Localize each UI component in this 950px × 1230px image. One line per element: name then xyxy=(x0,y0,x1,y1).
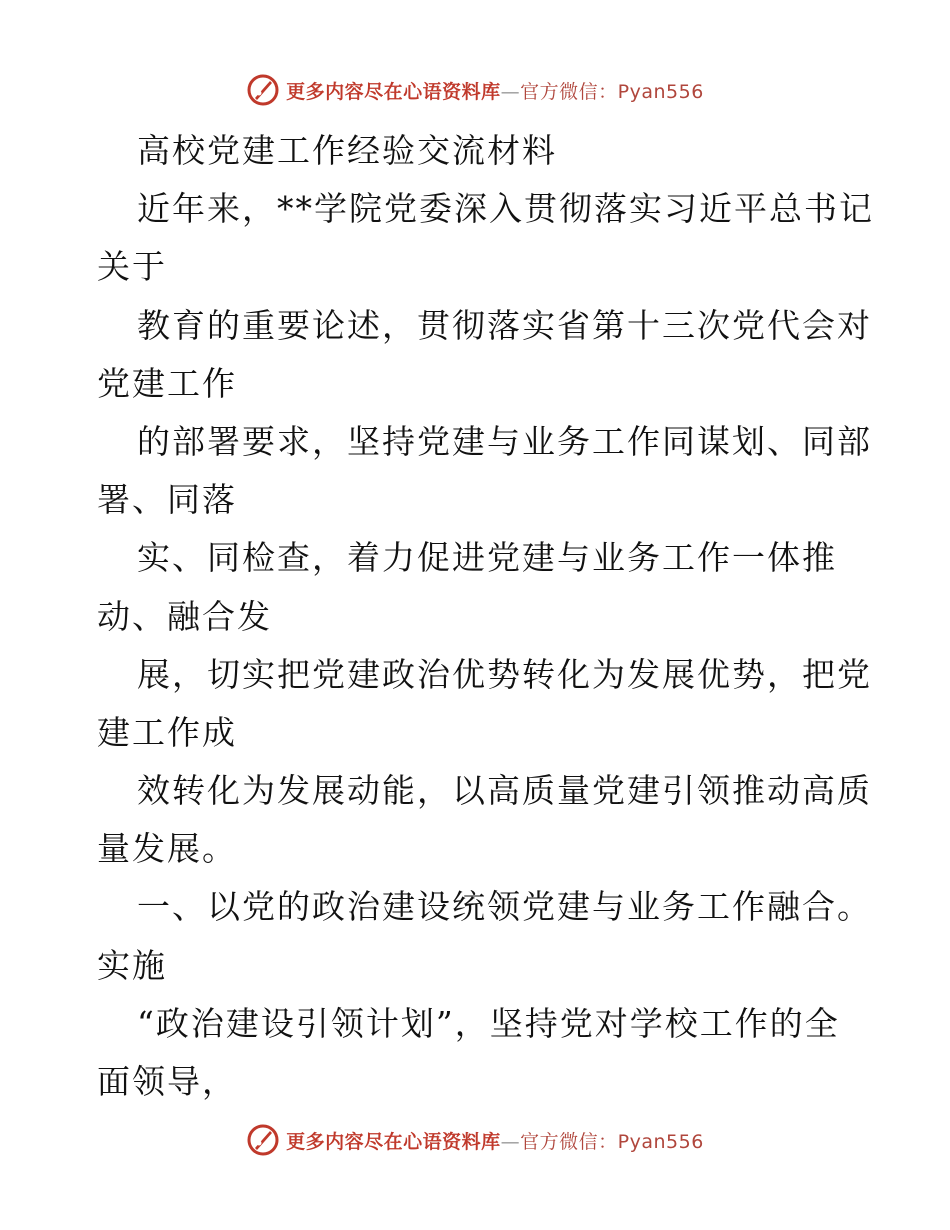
text-line: 展，切实把党建政治优势转化为发展优势，把党 xyxy=(137,654,872,694)
text-line: 面领导， xyxy=(97,1062,237,1101)
quill-circle-icon xyxy=(246,1123,280,1157)
text-line: 的部署要求，坚持党建与业务工作同谋划、同部 xyxy=(137,421,872,461)
text-line: 建工作成 xyxy=(97,712,237,752)
watermark-contact: 官方微信：Pyan556 xyxy=(520,80,704,103)
text-line: 教育的重要论述，贯彻落实省第十三次党代会对 xyxy=(137,305,872,345)
text-line: 近年来，**学院党委深入贯彻落实习近平总书记 xyxy=(137,189,874,229)
text-line: 量发展。 xyxy=(97,829,237,869)
text-line: 高校党建工作经验交流材料 xyxy=(137,131,557,170)
text-line: 动、融合发 xyxy=(97,596,272,636)
text-line: 关于 xyxy=(97,247,167,287)
watermark-brand: 更多内容尽在心语资料库 xyxy=(286,1130,501,1153)
text-line: 效转化为发展动能，以高质量党建引领推动高质 xyxy=(137,771,872,811)
watermark-separator: — xyxy=(500,1130,521,1153)
header-watermark xyxy=(0,70,950,110)
watermark-separator: — xyxy=(500,80,521,103)
watermark-brand: 更多内容尽在心语资料库 xyxy=(286,80,501,103)
watermark-contact: 官方微信：Pyan556 xyxy=(520,1130,704,1153)
text-line: 实施 xyxy=(97,945,167,985)
document-body xyxy=(97,122,874,1111)
text-line: 署、同落 xyxy=(97,480,237,520)
text-line: 一、以党的政治建设统领党建与业务工作融合。 xyxy=(137,887,872,927)
quill-circle-icon xyxy=(246,73,280,107)
footer-watermark xyxy=(0,1120,950,1160)
text-line: “政治建设引领计划”，坚持党对学校工作的全 xyxy=(137,1003,840,1043)
text-line: 党建工作 xyxy=(97,363,237,403)
text-line: 实、同检查，着力促进党建与业务工作一体推 xyxy=(137,538,837,578)
